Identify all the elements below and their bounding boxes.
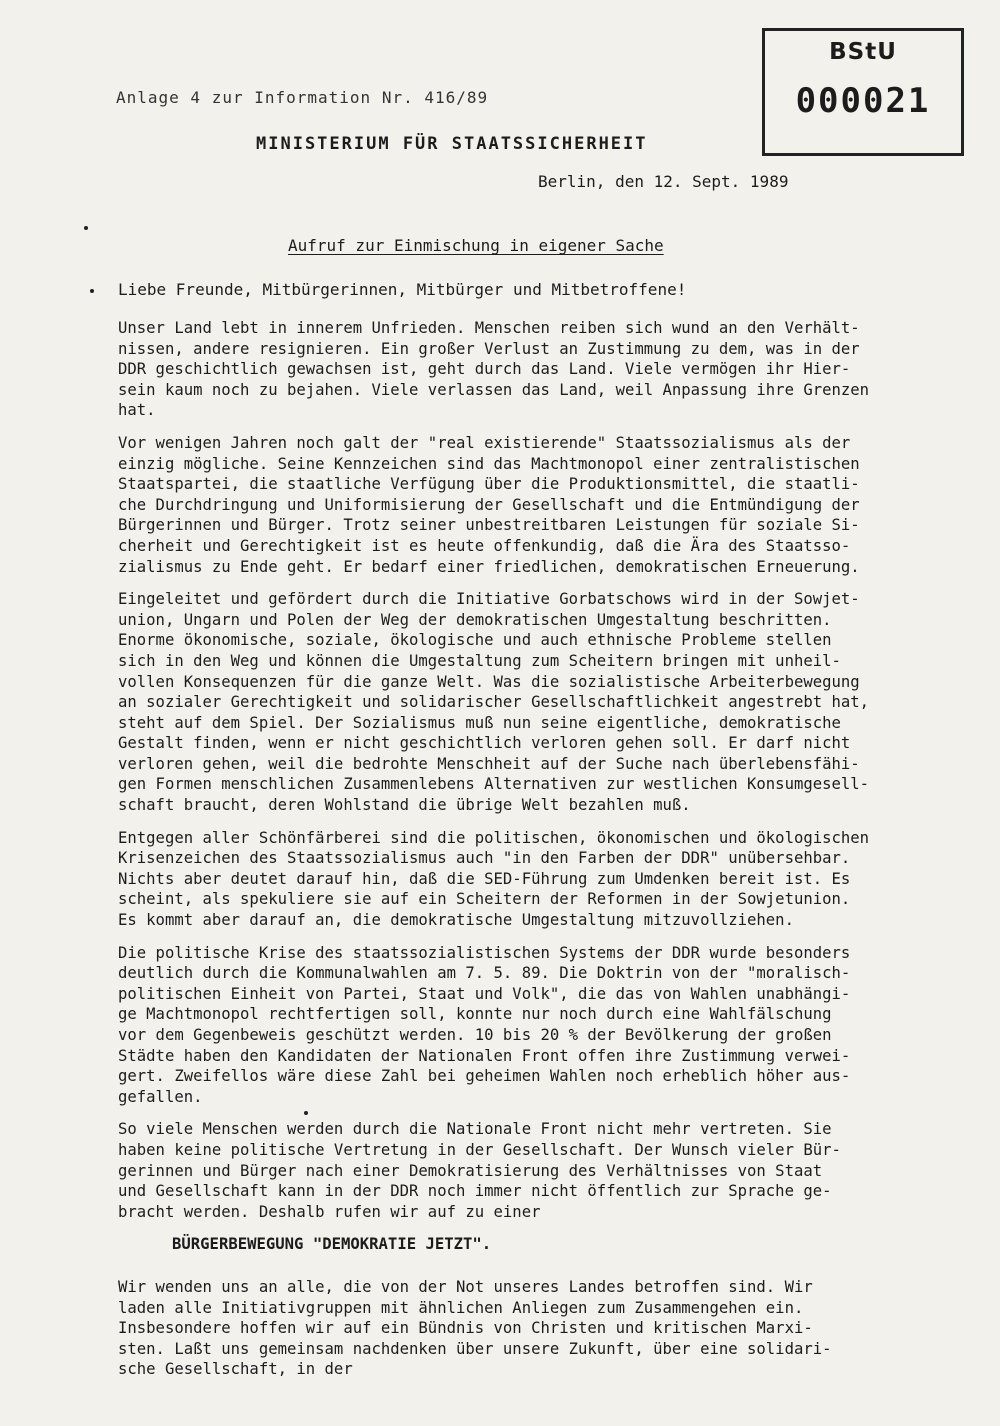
text-line: hat. — [118, 401, 156, 420]
paragraph — [118, 318, 963, 421]
text-line: Staatspartei, die staatliche Verfügung über die Produktionsmittel, die staatli- — [118, 475, 860, 494]
paragraph — [118, 828, 963, 931]
text-line: Es kommt aber darauf an, die demokratische Umgestaltung mitzuvollziehen. — [118, 911, 794, 930]
text-line: politischen Einheit von Partei, Staat und Volk", die das von Wahlen unabhängi- — [118, 984, 851, 1003]
document-body — [118, 318, 963, 1392]
salutation: Liebe Freunde, Mitbürgerinnen, Mitbürger und Mitbetroffene! — [118, 280, 687, 299]
text-line: an sozialer Gerechtigkeit und solidarischer Gesellschaftlichkeit angestrebt hat, — [118, 693, 870, 712]
paragraph — [118, 589, 963, 816]
dateline: Berlin, den 12. Sept. 1989 — [538, 172, 789, 191]
text-line: ge Machtmonopol rechtfertigen soll, konnte nur noch durch eine Wahlfälschung — [118, 1005, 832, 1024]
text-line: Gestalt finden, wenn er nicht geschichtlich verloren gehen soll. Er darf nicht — [118, 734, 851, 753]
margin-mark — [84, 226, 88, 230]
text-line: sten. Laßt uns gemeinsam nachdenken über unsere Zukunft, über eine solidari- — [118, 1339, 832, 1358]
text-line: gerinnen und Bürger nach einer Demokratisierung des Verhältnisses von Staat — [118, 1161, 823, 1180]
text-line: sich in den Weg und können die Umgestaltung zum Scheitern bringen mit unheil- — [118, 651, 841, 670]
text-line: DDR geschichtlich gewachsen ist, geht durch das Land. Viele vermögen ihr Hier- — [118, 360, 851, 379]
text-line: Insbesondere hoffen wir auf ein Bündnis von Christen und kritischen Marxi- — [118, 1319, 813, 1338]
text-line: scheint, als spekuliere sie auf ein Scheitern der Reformen in der Sowjetunion. — [118, 890, 851, 909]
text-line: gefallen. — [118, 1087, 203, 1106]
text-line: Vor wenigen Jahren noch galt der "real existierende" Staatssozialismus als der — [118, 433, 851, 452]
text-line: Entgegen aller Schönfärberei sind die politischen, ökonomischen und ökologischen — [118, 828, 870, 847]
paragraph — [118, 433, 963, 577]
text-line: Nichts aber deutet darauf hin, daß die SED-Führung zum Umdenken bereit ist. Es — [118, 869, 851, 888]
text-line: Unser Land lebt in innerem Unfrieden. Menschen reiben sich wund an den Verhält- — [118, 319, 860, 337]
text-line: sein kaum noch zu bejahen. Viele verlassen das Land, weil Anpassung ihre Grenzen — [118, 380, 870, 399]
text-line: und Gesellschaft kann in der DDR noch immer nicht öffentlich zur Sprache ge- — [118, 1182, 832, 1201]
text-line: haben keine politische Vertretung in der Gesellschaft. Der Wunsch vieler Bür- — [118, 1140, 841, 1159]
paragraph — [118, 1119, 963, 1222]
text-line: Eingeleitet und gefördert durch die Initiative Gorbatschows wird in der Sowjet- — [118, 590, 860, 609]
text-line: einzig mögliche. Seine Kennzeichen sind das Machtmonopol einer zentralistischen — [118, 454, 860, 473]
text-line: che Durchdringung und Uniformisierung der Gesellschaft und die Entmündigung der — [118, 495, 860, 514]
text-line: union, Ungarn und Polen der Weg der demokratischen Umgestaltung beschritten. — [118, 610, 832, 629]
movement-heading: BÜRGERBEWEGUNG "DEMOKRATIE JETZT". — [172, 1235, 492, 1254]
archive-stamp — [762, 28, 964, 156]
closing-paragraph — [118, 1277, 963, 1380]
text-line: vollen Konsequenzen für die ganze Welt. Was die sozialistische Arbeiterbewegung — [118, 672, 860, 691]
text-line: Die politische Krise des staatssozialistischen Systems der DDR wurde besonders — [118, 943, 851, 962]
text-line: gert. Zweifellos wäre diese Zahl bei geheimen Wahlen noch erheblich höher aus- — [118, 1067, 851, 1086]
stamp-number: 000021 — [795, 81, 931, 121]
text-line: gen Formen menschlichen Zusammenlebens Alternativen zur westlichen Konsumgesell- — [118, 775, 870, 794]
document-title: Aufruf zur Einmischung in eigener Sache — [288, 236, 664, 255]
paragraph — [118, 943, 963, 1108]
text-line: Krisenzeichen des Staatssozialismus auch "in den Farben der DDR" unübersehbar. — [118, 849, 851, 868]
text-line: verloren gehen, weil die bedrohte Menschheit auf der Suche nach überlebensfähi- — [118, 754, 860, 773]
text-line: cherheit und Gerechtigkeit ist es heute offenkundig, daß die Ära des Staatsso- — [118, 536, 851, 555]
text-line: zialismus zu Ende geht. Er bedarf einer friedlichen, demokratischen Erneuerung. — [118, 557, 860, 576]
text-line: bracht werden. Deshalb rufen wir auf zu einer — [118, 1202, 541, 1221]
ministry-heading: MINISTERIUM FÜR STAATSSICHERHEIT — [256, 134, 648, 154]
text-line: So viele Menschen werden durch die Nationale Front nicht mehr vertreten. Sie — [118, 1120, 832, 1139]
text-line: Städte haben den Kandidaten der Nationalen Front offen ihre Zustimmung verwei- — [118, 1046, 851, 1065]
text-line: Enorme ökonomische, soziale, ökologische und auch ethnische Probleme stellen — [118, 631, 832, 650]
text-line: sche Gesellschaft, in der — [118, 1360, 353, 1379]
text-line: steht auf dem Spiel. Der Sozialismus muß nun seine eigentliche, demokratische — [118, 713, 841, 732]
margin-mark — [90, 289, 94, 293]
text-line: deutlich durch die Kommunalwahlen am 7. 5. 89. Die Doktrin von der "moralisch- — [118, 964, 851, 983]
annex-reference: Anlage 4 zur Information Nr. 416/89 — [116, 88, 489, 107]
text-line: schaft braucht, deren Wohlstand die übrige Welt bezahlen muß. — [118, 796, 691, 815]
text-line: laden alle Initiativgruppen mit ähnlichen Anliegen zum Zusammengehen ein. — [118, 1298, 804, 1317]
text-line: vor dem Gegenbeweis geschützt werden. 10 bis 20 % der Bevölkerung der großen — [118, 1026, 832, 1044]
text-line: nissen, andere resignieren. Ein großer Verlust an Zustimmung zu dem, was in der — [118, 339, 860, 358]
text-line: Wir wenden uns an alle, die von der Not unseres Landes betroffen sind. Wir — [118, 1277, 813, 1296]
stamp-label: BStU — [829, 39, 897, 65]
text-line: Bürgerinnen und Bürger. Trotz seiner unbestreitbaren Leistungen für soziale Si- — [118, 516, 860, 535]
